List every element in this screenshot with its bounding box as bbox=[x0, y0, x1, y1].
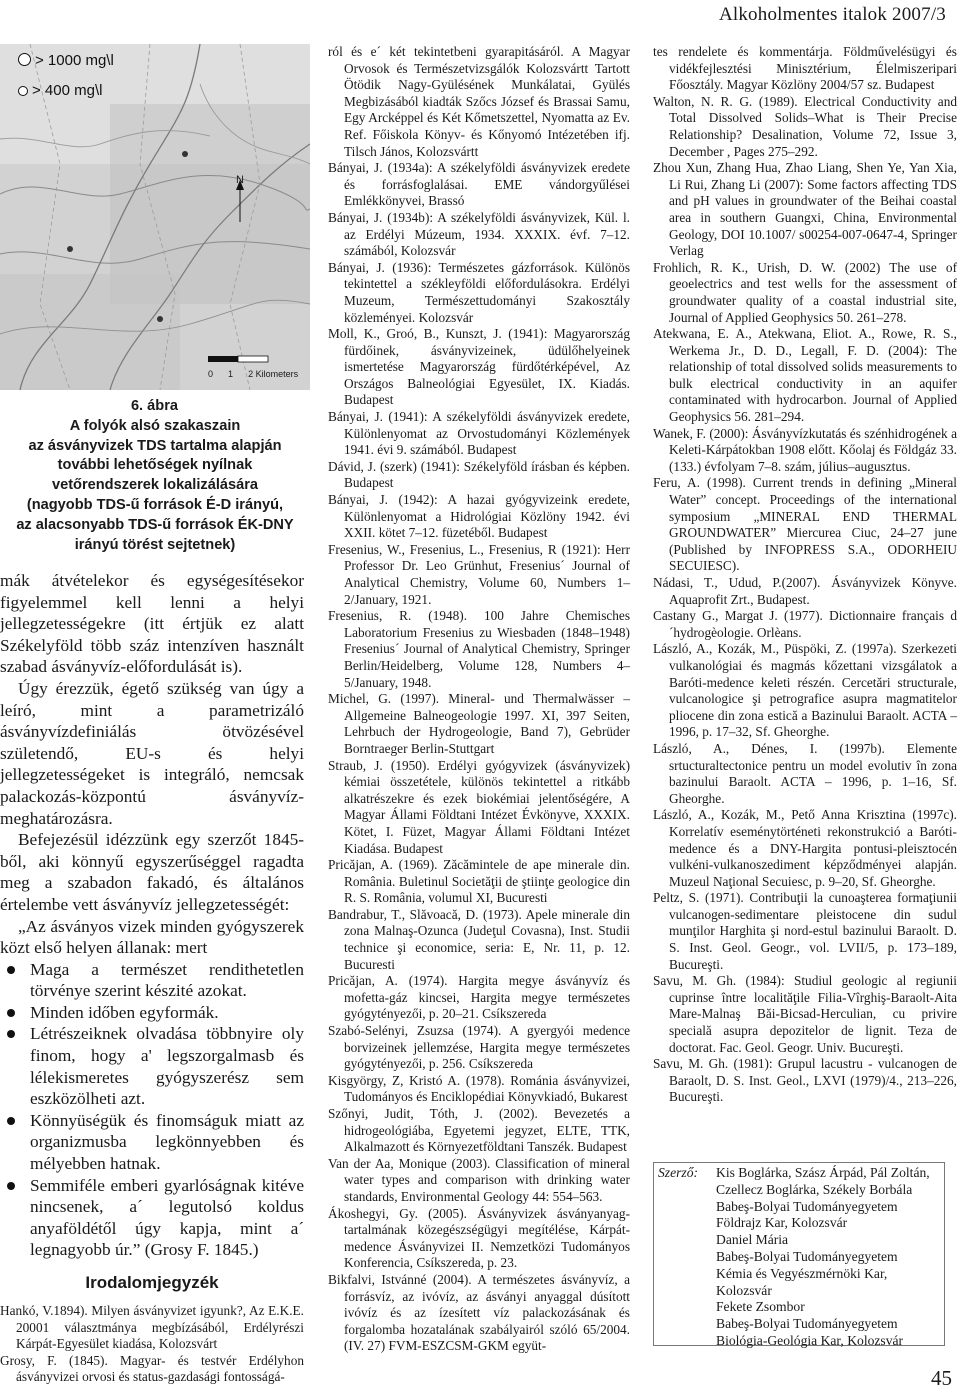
reference-item: Frohlich, R. K., Urish, D. W. (2002) The use of geoelectrics and test wells for the assessment of groundwater quality of a coastal industrial site, Journal of Applied Geophysics 50. 261–278. bbox=[653, 259, 957, 325]
reference-item: Bandrabur, T., Slăvoacă, D. (1973). Apele minerale din zona Malnaş-Ozunca (Judeţul Covasna), Inst. Studii technice şi economice, seria: E, Nr. 11, p. 12. Bucuresti bbox=[328, 906, 630, 972]
map-figure bbox=[0, 44, 310, 390]
running-head: Alkoholmentes italok 2007/3 bbox=[718, 4, 946, 25]
references-heading: Irodalomjegyzék bbox=[85, 1273, 219, 1292]
author-line: Daniel Mária bbox=[716, 1232, 789, 1248]
reference-item: László, A., Kozák, M., Pető Anna Krisztina (1997c). Korrelatív eseménytörténeti rekonstrukció a Baróti-medence és a DNY-Hargita pontusi-pleisztocén vulkéni-vulkanoszediment képződményei alapján. Muzeul Naţional Secuiesc, p. 9–20, Sf. Gheorghe. bbox=[653, 807, 957, 889]
author-line: Kémia és Vegyészmérnöki Kar, bbox=[716, 1265, 888, 1281]
reference-item: Savu, M. Gh. (1984): Studiul geologic al regiunii cuprinse între localităţile Filia-Vîrghiş-Baraolt-Aita Mare-Malnaş Băi-Bicsad-Herculian, cu privire specială asupra depozitelor de lignit. Teza de doctorat. Fac. Geol. Geogr. Univ. Bucureşti. bbox=[653, 973, 957, 1055]
bullet-item: Minden időben egyformák. bbox=[0, 1002, 304, 1024]
paragraph: Úgy érezzük, égető szükség van úgy a leíró, mint a parametrizáló ásványvízdefiniálás ötvözésével születendő, EU-s és helyi jellegzetességeket is integráló, nemcsak palackozás-központú ásványvíz-meghatározásra. bbox=[0, 678, 304, 828]
reference-item: Straub, J. (1950). Erdélyi gyógyvizek (ásványvizek) kémiai összetétele, különös tekintettel a ritkább alkatrészekre és ezek biokémiai jelentőségére, A Magyar Állami Földtani Intézet Évkönyve, XXXIX. Kötet, I. Füzet, Magyar Állami Földtani Intézet Kiadása. Budapest bbox=[328, 757, 630, 856]
reference-item: Wanek, F. (2000): Ásványvízkutatás és szénhidrogének a Keleti-Kárpátokban 1908 előtt. Kőolaj és Földgáz 33. (133.) évfolyam 7–8. szám, július–augusztus. bbox=[653, 425, 957, 474]
bullet-item: Semmiféle emberi gyarlóságnak kitéve nincsenek, a´ legutolsó koldus anyaföldétől úgy kapja, mint a´ legnagyobb úr.” (Grosy F. 1845.) bbox=[0, 1175, 304, 1261]
bullet-item: Maga a természet rendithetetlen törvénye szerint készité azokat. bbox=[0, 959, 304, 1002]
reference-item: Bányai, J. (1934a): A székelyföldi ásványvizek eredete és forrásfoglalásai. EME vándorgyűlései Emlékkönyvei, Brassó bbox=[328, 160, 630, 209]
caption-line: (nagyobb TDS-ű források É-D irányú, bbox=[26, 496, 284, 513]
paragraph: Befejezésül idézzünk egy szerzőt 1845-ből, aki könnyű egyszerűséggel ragadta meg a szabadon fakadó, és általános értelembe vett ásványvíz jellegzetességét: bbox=[0, 830, 304, 914]
author-box bbox=[653, 1162, 945, 1346]
caption-line: vetőrendszerek lokalizálására bbox=[51, 477, 259, 494]
reference-item: Grosy, F. (1845). Magyar- és testvér Erdélyhon ásványvizei orvosi és status-gazdasági fontosságá- bbox=[0, 1352, 304, 1385]
quote-bullet-list bbox=[0, 959, 304, 1261]
reference-item: Szőnyi, Judit, Tóth, J. (2002). Bevezetés a hidrogeológiába, Egyetemi jegyzet, ELTE, TTK, Alkalmazott és Környezetföldtani Tanszék. Budapest bbox=[328, 1106, 630, 1155]
reference-item: Nádasi, T., Udud, P.(2007). Ásványvizek Könyve. Aquaprofit Zrt., Budapest. bbox=[653, 575, 957, 607]
reference-item: Bányai, J. (1934b): A székelyföldi ásványvizek, Kül. l. az Erdélyi Múzeum, 1934. XXXIX. évf. 7–12. számából, Kolozsvár bbox=[328, 209, 630, 259]
caption-line: az alacsonyabb TDS-ű források ÉK-DNY bbox=[16, 516, 294, 533]
reference-item: Castany G., Margat J. (1977). Dictionnaire français d´hydrogèologie. Orlèans. bbox=[653, 608, 957, 640]
reference-item: Moll, K., Groó, B., Kunszt, J. (1941): Magyarország fürdőinek, ásványvizeinek, üdülőhelyeinek ismertetése Magyarország fürdőtérképével, Az Országos Balneológiai Egyesület, IX. Kiadás. Budapest bbox=[328, 326, 630, 408]
column-1 bbox=[0, 570, 304, 1386]
reference-item: Pricăjan, A. (1974). Hargita megye ásványvíz és mofetta-gáz kincsei, Hargita megye természetes gyógytényezői, p. 20–21. Csíkszereda bbox=[328, 973, 630, 1022]
reference-item: Ákoshegyi, Gy. (2005). Ásványvizek ásványanyag-tartalmának közegészségügyi megítélése, Kárpát-medence Ásványvizei II. Nemzetközi Tudományos Konferencia, Csíkszereda, p. 23. bbox=[328, 1205, 630, 1271]
body-text bbox=[0, 570, 304, 959]
reference-item: Dávid, J. (szerk) (1941): Székelyföld írásban és képben. Budapest bbox=[328, 458, 630, 491]
reference-list bbox=[328, 44, 630, 1355]
author-lines bbox=[716, 1165, 940, 1350]
author-line: Babeş-Bolyai Tudományegyetem bbox=[716, 1248, 898, 1264]
bullet-item: Könnyüségük és finomságuk miatt az organizmusba legkönnyebben és mélyebben hatnak. bbox=[0, 1110, 304, 1175]
author-line: Kis Boglárka, Szász Árpád, Pál Zoltán, bbox=[716, 1165, 930, 1180]
reference-item: Peltz, S. (1971). Contribuţii la cunoaşterea formaţiunii vulcanogen-sedimentare pleistocene din sudul munţilor Harghita şi nord-estul bazinului Baraolt. D. S. Inst. Geol. Geogr., vol. LVII/5, p. 173–189, Bucureşti. bbox=[653, 890, 957, 972]
caption-line: további lehetőségek nyílnak bbox=[57, 457, 253, 474]
author-line: Biológia-Geológia Kar, Kolozsvár bbox=[716, 1332, 904, 1348]
figure-number: 6. ábra bbox=[130, 398, 178, 414]
reference-item: László, A., Dénes, I. (1997b). Elemente srtucturaltectonice pentru un model evolutiv în zona bazinului Baraolt. ACTA – 1996, p. 1–16, Sf. Gheorghe. bbox=[653, 740, 957, 806]
caption-line: irányú törést sejtetnek) bbox=[74, 536, 236, 553]
reference-item: Van der Aa, Monique (2003). Classification of mineral water types and comparison with drinking water standards, Environmental Geology 44: 554–563. bbox=[328, 1155, 630, 1204]
author-line: Kolozsvár bbox=[716, 1282, 772, 1298]
page-number: 45 bbox=[931, 1366, 952, 1390]
figure-caption bbox=[0, 397, 310, 555]
author-line: Fekete Zsombor bbox=[716, 1299, 805, 1315]
north-label: N bbox=[236, 174, 244, 186]
caption-line: az ásványvizek TDS tartalma alapján bbox=[28, 437, 282, 454]
reference-item: Kisgyörgy, Z, Kristó A. (1978). Románia ásványvizei, Tudományos és Enciklopédiai Könyvkiadó, Bukarest bbox=[328, 1072, 630, 1105]
quote-intro: „Az ásványos vizek minden gyógyszerek közt első helyen állanak: mert bbox=[0, 916, 304, 958]
reference-item: tes rendelete és kommentárja. Földművelésügyi és vidékfejlesztési Minisztérium, Élelmiszeripari Főosztály. Magyar Közlöny 2004/57 sz. Budapest bbox=[653, 44, 957, 93]
circle-large-icon bbox=[18, 53, 31, 66]
author-label: Szerző: bbox=[658, 1165, 699, 1180]
bullet-item: Létrészeiknek olvadása többnyire oly finom, hogy a' legszorgalmasb és lélekismeretes gyógyszerész sem eszközölheti azt. bbox=[0, 1023, 304, 1109]
reference-list bbox=[0, 1303, 304, 1386]
reference-item: Fresenius, R. (1948). 100 Jahre Chemisches Laboratorium Fresenius zu Wiesbaden (1848–1948) Fresenius´ Journal of Analytical Chemistry, Springer Berlin/Heidelberg, Volume 128, Numbers 4–5/January, 1948. bbox=[328, 608, 630, 690]
reference-item: Walton, N. R. G. (1989). Electrical Conductivity and Total Dissolved Solids–What is Their Precise Relationship? Desalination, Volume 72, Issue 3, December , Pages 275–292. bbox=[653, 93, 957, 159]
author-line: Földrajz Kar, Kolozsvár bbox=[716, 1215, 848, 1231]
reference-item: Fresenius, W., Fresenius, L., Fresenius, R (1921): Herr Professor Dr. Leo Grünhut, Fresenius´ Journal of Analytical Chemistry, Volume 60, Numbers 1–2/January, 1921. bbox=[328, 541, 630, 607]
reference-item: Bányai, J. (1941): A székelyföldi ásványvizek eredete, Különlenyomat az Orvostudományi Közlemények 1941. évi 9. számából. Budapest bbox=[328, 409, 630, 458]
reference-item: Bikfalvi, Istvánné (2004). A természetes ásványvíz, a forrásvíz, az ivóvíz, az ásványi anyaggal dúsított ivóvíz és az ízesített víz palackozásának és forgalomba hozatalának szabályairól szóló 65/2004. (IV. 27) FVM-ESZCSM-GKM együt- bbox=[328, 1271, 630, 1354]
reference-list bbox=[653, 44, 957, 1106]
reference-item: Bányai, J. (1942): A hazai gyógyvizeink eredete, Különlenyomat a Hidrológiai Közlöny 1942. évi XXII. kötet 7–12. füzetéből. Budapest bbox=[328, 492, 630, 541]
scale-labels: 0 1 2 Kilometers bbox=[208, 369, 299, 379]
column-2 bbox=[328, 44, 630, 1355]
reference-item: Hankó, V.1894). Milyen ásványvizet igyunk?, Az E.K.E. 20001 választmánya megbízásából, Erdélyrészi Kárpát-Egyesület kiadása, Kolozsvárt bbox=[0, 1303, 304, 1352]
reference-item: Atekwana, E. A., Atekwana, Eliot. A., Rowe, R. S., Werkema Jr., D. D., Legall, F. D. (2004): The relationship of total dissolved solids measurements to bulk electrical conductivity in an aquifer contaminated with hydrocarbon. Journal of Applied Geophysics 56. 281–294. bbox=[653, 326, 957, 425]
reference-item: ról és e´ két tekintetbeni gyarapitásáról. A Magyar Orvosok és Természetvizsgálók Kolozsvártt Tartott Ötödik Nagy-Gyülésének Munkálatai, Gyülés Megbizásából kiadták Szőcs József és Brassai Samu, Egy Arcképpel és Két Kőmetszettel, Nyomatta az Ev. Ref. Főiskola Könyv- és Kőnyomó Intézetében ifj. Tilsch János, Kolozsvártt bbox=[328, 44, 630, 159]
paragraph: mák átvételekor és egységesítésekor figyelemmel kell lenni a helyi jellegzetességekre (itt értjük ez alatt Székelyföld több száz intenzíven használt szabad ásványvíz-előfordulását is). bbox=[0, 571, 304, 677]
reference-item: Zhou Xun, Zhang Hua, Zhao Liang, Shen Ye, Yan Xia, Li Rui, Zhang Li (2007): Some factors affecting TDS and pH values in groundwater of the Beihai coastal area in southern Guangxi, China, Environmental Geology, DOI 10.1007/ s00254-007-0647-4, Springer Verlag bbox=[653, 160, 957, 259]
column-3 bbox=[653, 44, 957, 1106]
legend-high-tds: > 1000 mg\l bbox=[18, 52, 114, 69]
author-line: Babeş-Bolyai Tudományegyetem bbox=[716, 1198, 898, 1214]
caption-line: A folyók alsó szakaszain bbox=[69, 417, 241, 434]
reference-item: Feru, A. (1998). Current trends in defining „Mineral Water” concept. Proceedings of the international symposium „MINERAL END THERMAL GROUNDWATER” Miercurea Ciuc, 24–27 june (Published by INFOPRESS S.A., ODORHEIU SECUIESC). bbox=[653, 475, 957, 574]
reference-item: László, A., Kozák, M., Püspöki, Z. (1997a). Szerkezeti vulkanológiai és magmás kőzettani vizsgálatok a Baróti-medence keleti részén. Cercetări structurale, vulcanologice şi petrografice asupra magmatitelor pliocene din zona estică a Bazinului Baraolt. ACTA – 1996, p. 17–32, Sf. Gheorghe. bbox=[653, 641, 957, 740]
author-line: Czellecz Boglárka, Székely Borbála bbox=[716, 1181, 913, 1197]
reference-item: Michel, G. (1997). Mineral- und Thermalwässer – Allgemeine Balneogeologie 1997. XI, 397 Seiten, Lehrbuch der Hydrogeologie, Band 7), Gebrüder Borntraeger Berlin-Stuttgart bbox=[328, 691, 630, 756]
legend-low-tds: > 400 mg\l bbox=[18, 82, 102, 99]
circle-small-icon bbox=[18, 86, 28, 96]
reference-item: Savu, M. Gh. (1981): Grupul lacustru - vulcanogen de Baraolt, D. S. Inst. Geol., LXVI (1979)/4., 213–226, Bucureşti. bbox=[653, 1056, 957, 1105]
reference-item: Pricăjan, A. (1969). Zăcămintele de ape minerale din. România. Buletinul Societăţii de ştiinţe geologice din R. S. România, volumul XI, Bucuresti bbox=[328, 857, 630, 906]
reference-item: Szabó-Selényi, Zsuzsa (1974). A gyergyói medence borvizeinek jellemzése, Hargita megye természetes gyógytényezői, p. 256. Csíkszereda bbox=[328, 1023, 630, 1072]
author-line: Babeş-Bolyai Tudományegyetem bbox=[716, 1316, 898, 1332]
reference-item: Bányai, J. (1936): Természetes gázforrások. Különös tekintettel a székleyföldi előfordulásokra. Erdélyi Muzeum, Természettudományi Szakosztály közleményei. Kolozsvár bbox=[328, 259, 630, 325]
